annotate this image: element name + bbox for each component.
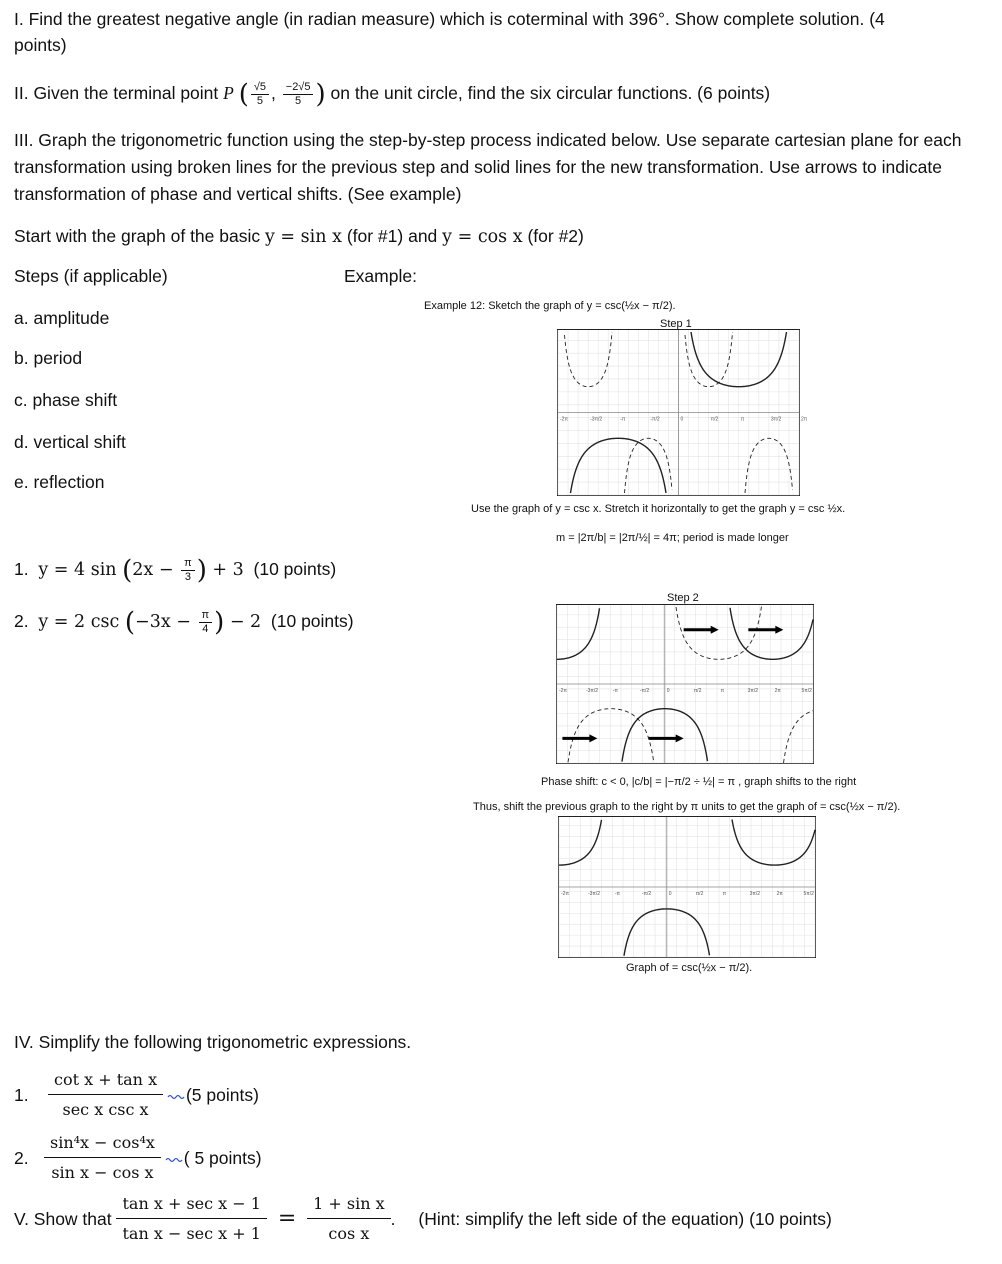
final-graph [558, 816, 816, 958]
tick-label: -π/2 [641, 891, 652, 897]
tick-label: π [722, 891, 727, 897]
tick-label: -π [620, 416, 626, 423]
tick-label: 2π [801, 416, 808, 423]
tick-label: 2π [774, 688, 781, 694]
tick-label: -3π/2 [587, 891, 601, 897]
final-graph-caption: Graph of = csc(½x − π/2). [626, 962, 753, 974]
step1-graph [557, 329, 808, 496]
tick-label: 5π/2 [803, 891, 814, 897]
example-title: Example 12: Sketch the graph of y = csc(½x − π/2). [424, 300, 676, 312]
step1-label: Step 1 [660, 318, 692, 330]
part1-question: I. Find the greatest negative angle (in radian measure) which is coterminal with 396°. Show complete solution. (4 [14, 9, 885, 29]
tick-label: π [740, 416, 745, 423]
shift-text: Thus, shift the previous graph to the right by π units to get the graph of = csc(½x − π/2). [473, 801, 901, 813]
start-instruction: Start with the graph of the basic y = sin x (for #1) and y = cos x (for #2) [14, 226, 584, 247]
step2-label: Step 2 [667, 592, 699, 604]
use-graph-text: Use the graph of y = csc x. Stretch it horizontally to get the graph y = csc ½x. [471, 503, 846, 515]
step2-graph [556, 604, 814, 764]
arrow-head [676, 734, 684, 742]
example-label: Example: [344, 266, 417, 286]
tick-label: -3π/2 [585, 688, 599, 694]
phase-shift-text: Phase shift: c < 0, |c/b| = |−π/2 ÷ ½| = π , graph shifts to the right [541, 776, 857, 788]
part4-title: IV. Simplify the following trigonometric expressions. [14, 1032, 412, 1052]
squiggle-icon [168, 1094, 186, 1100]
m-formula-text: m = |2π/b| = |2π/½| = 4π; period is made longer [556, 532, 789, 544]
tick-label: 3π/2 [747, 688, 759, 694]
tick-label: π/2 [693, 688, 702, 694]
part2-question: II. Given the terminal point P ( $\frac{√5}{5}$ , $\frac{-2√5}{5}$ ) on the unit circle, find the six circular functions. (6 points) [14, 79, 771, 110]
step-item: d. vertical shift [14, 432, 126, 452]
tick-label: 0 [668, 891, 672, 897]
tick-label: 0 [680, 416, 684, 423]
tick-label: 0 [666, 688, 670, 694]
squiggle-icon [166, 1157, 184, 1163]
step-item: b. period [14, 348, 83, 368]
tick-label: -2π [560, 416, 568, 423]
tick-label: π/2 [695, 891, 704, 897]
tick-label: -π [614, 891, 621, 897]
arrow-head [711, 626, 719, 634]
arrow-head [589, 734, 597, 742]
tick-label: -π/2 [650, 416, 660, 423]
tick-label: π/2 [710, 416, 719, 423]
tick-label: -3π/2 [590, 416, 603, 423]
step-item: a. amplitude [14, 308, 110, 328]
part3-question: III. Graph the trigonometric function using the step-by-step process indicated below. Use separate cartesian plane for each transformation using broken lines for the previous step and solid lines for the new transformation. Use arrows to indicate transformation of phase and vertical shifts. (See example) [14, 130, 962, 204]
tick-label: -π [612, 688, 619, 694]
tick-label: 2π [776, 891, 783, 897]
tick-label: -2π [561, 891, 569, 897]
tick-label: 3π/2 [749, 891, 761, 897]
tick-label: 3π/2 [770, 416, 782, 423]
tick-label: -π/2 [639, 688, 650, 694]
tick-label: -2π [559, 688, 567, 694]
step-item: e. reflection [14, 472, 105, 492]
problem-1: 1. y = 4 sin (2x − $\frac{\pi}{3}$ ) + 3 (10 points) [14, 555, 337, 586]
problem-2: 2. y = 2 csc (−3x − $\frac{\pi}{4}$ ) − 2 (10 points) [14, 607, 354, 638]
simplify-item-1: 1. cot x + tan x sec x csc x (5 points) [14, 1070, 259, 1119]
tick-label: 5π/2 [801, 688, 812, 694]
tick-label: π [720, 688, 725, 694]
simplify-item-2: 2. $\frac{\text{sin⁴x − cos⁴x}}{\text{sin x − cos x}}$ ( 5 points) [14, 1133, 262, 1182]
part1-question-cont: points) [14, 35, 67, 55]
step-item: c. phase shift [14, 390, 118, 410]
part5-question: V. Show that tan x + sec x − 1 tan x − sec x + 1 = $\frac{\text{1 + sin x}}{\text{cos x}}$ . (Hint: simplify the left side of the equation) (10 points) [14, 1194, 832, 1243]
steps-title: Steps (if applicable) [14, 266, 168, 286]
arrow-head [775, 626, 783, 634]
